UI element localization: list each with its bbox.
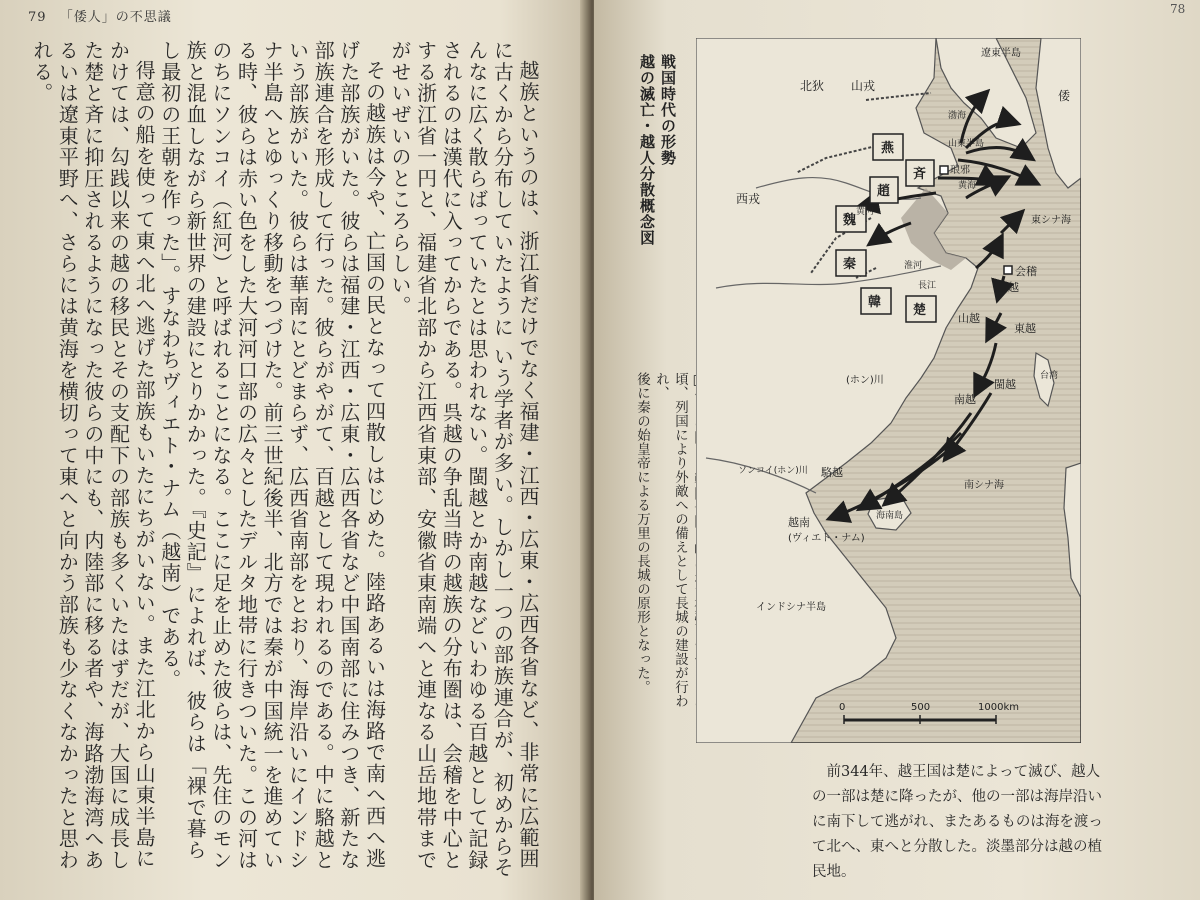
left-page xyxy=(0,0,588,900)
map-bottom-caption xyxy=(812,760,1112,885)
label-luoyue: 駱越 xyxy=(821,466,843,479)
page-number-right: 78 xyxy=(1170,2,1186,16)
kuaiji-marker xyxy=(1004,266,1012,274)
label-taiwan: 台湾 xyxy=(1040,371,1059,381)
label-beidi: 北狄 xyxy=(800,79,825,93)
label-shandong: 山東半島 xyxy=(948,139,985,149)
label-dongshina: 東シナ海 xyxy=(1031,215,1071,226)
map-caption-line-2: 頃、列国により外敵への備えとして長城の建設が行われ、 xyxy=(653,372,688,708)
langya-marker xyxy=(940,166,948,174)
label-liaodong: 遼東半島 xyxy=(981,48,1021,59)
label-huaihe: 淮河 xyxy=(904,261,923,271)
label-han: 韓 xyxy=(868,295,882,310)
scale-label-1000: 1000km xyxy=(978,702,1019,713)
label-xirong: 西戎 xyxy=(736,192,761,206)
label-yuenan: 越南 xyxy=(788,516,810,529)
label-honghe: (ホン)川 xyxy=(846,375,884,386)
paragraph-1: 越族というのは、浙江省だけでなく福建・江西・広東・広西各省など、非常に広範囲に古くから分布していたように いう学者が多い。しかし一つの部族連合が、初めからそんなに広く散らばっていたとは思われない。閩越とか南越などいわゆる百越として記録されるのは漢代に入ってからである。呉越の争乱当時の越族の分布圏は、会稽を中心とする浙江省一円と、福建省北部から江西省東部、安徽省東南端へと連なる山岳地帯までがせいぜいのところらしい。 xyxy=(388,40,540,879)
page-number-left: 79 xyxy=(28,10,47,25)
label-songkoi: ソンコイ(ホン)川 xyxy=(738,466,808,476)
label-yan: 燕 xyxy=(881,141,895,156)
map-caption-line-3: 後に秦の始皇帝による万里の長城の原形となった。 xyxy=(634,372,650,694)
paragraph-3: 得意の船を使って東へ北へ逃げた部族もいたにちがいない。また江北から山東半島にかけては、勾践以来の越の移民とその支配下の部族も多くいたはずだが、大国に成長した楚と斉に抑圧されるようになった彼らの中にも、内陸部に移る者や、海路渤海湾へあるいは遼東平野へ、さらには黄海を横切って東へと向かう部族も少なくなかったと思われる。 xyxy=(29,40,157,871)
label-wei: 魏 xyxy=(843,213,857,228)
label-chu: 楚 xyxy=(913,303,927,318)
label-langya: 琅邪 xyxy=(950,165,970,176)
label-hainan: 海南島 xyxy=(876,511,904,521)
label-huanghai: 黄海 xyxy=(958,181,977,191)
chapter-title: 「倭人」の不思議 xyxy=(59,10,172,25)
running-header xyxy=(28,6,172,25)
map-title-line-1: 戦国時代の形勢 xyxy=(659,54,677,166)
label-bohai: 渤海 xyxy=(948,111,967,121)
label-nanshina: 南シナ海 xyxy=(964,480,1004,491)
label-vietnam: (ヴィエト・ナム) xyxy=(788,533,865,544)
label-yue: 越 xyxy=(1008,281,1019,294)
label-huanghe: 黄河 xyxy=(856,207,875,217)
scale-label-500: 500 xyxy=(911,702,931,713)
label-nanyue: 南越 xyxy=(954,393,976,406)
paragraph-2: その越族は今や、亡国の民となって四散しはじめた。陸路あるいは海路で南へ西へ逃げた部族がいた。彼らは福建・江西・広東・広西各省など中国南部に住みつき、新たな部族連合を形成して行った。彼らがやがて、百越として現われるのである。中に駱越という部族がいた。彼らは華南にとどまらず、広西省南部をとおり、海岸沿いにインドシナ半島へとゆっくり移動をつづけた。前三世紀後半、北方では秦が中国統一を進めている時、彼らは赤い色をした大河河口部の広々としたデルタ地帯に行きついた。この河はのちにソンコイ（紅河）と呼ばれることになる。ここに足を止めた彼らは、先住のモン族と混血しながら新世界の建設にとりかかった。『史記』によれば、彼らは「裸で暮らし最初の王朝を作った」。すなわちヴィエト・ナム（越南）である。 xyxy=(157,40,387,871)
label-wa: 倭 xyxy=(1058,89,1071,103)
map-title xyxy=(636,54,678,289)
label-kuaiji: 会稽 xyxy=(1015,265,1037,278)
warring-states-map xyxy=(696,38,1081,743)
label-indochina: インドシナ半島 xyxy=(756,602,826,613)
scale-label-0: 0 xyxy=(839,702,846,713)
label-dongyue: 東越 xyxy=(1014,322,1036,335)
bottom-caption-text: 前344年、越王国は楚によって滅び、越人の一部は楚に降ったが、他の一部は海岸沿いに南下して逃がれ、またあるものは海を渡って北へ、東へと分散した。淡墨部分は越の植民地。 xyxy=(812,764,1103,880)
label-changjiang: 長江 xyxy=(918,281,937,291)
vertical-text-body xyxy=(20,40,540,880)
label-minyue: 閩越 xyxy=(994,378,1016,391)
label-qi: 斉 xyxy=(913,167,927,182)
label-qin: 秦 xyxy=(843,257,857,272)
label-zhao: 趙 xyxy=(877,184,891,199)
map-title-line-2: 越の滅亡・越人分散概念図 xyxy=(638,54,656,246)
label-shanyue: 山越 xyxy=(958,312,980,325)
label-shanrong: 山戎 xyxy=(851,79,876,93)
